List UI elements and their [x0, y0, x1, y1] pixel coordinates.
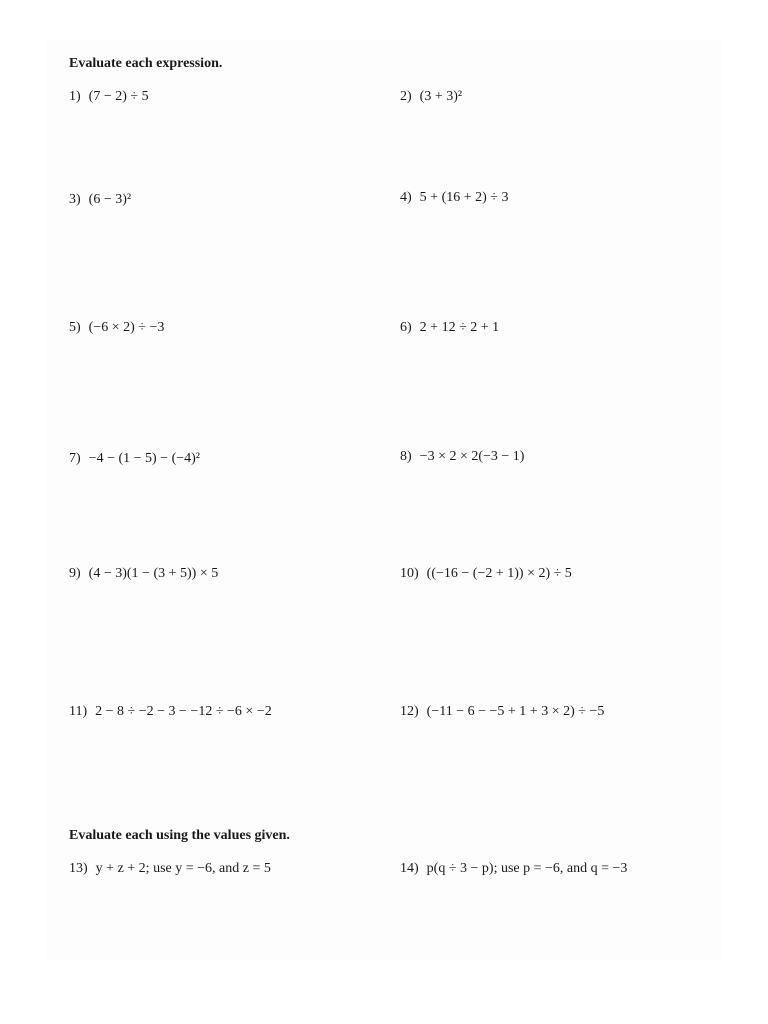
section-heading-expressions: Evaluate each expression.: [69, 56, 223, 71]
section-heading-values-given: Evaluate each using the values given.: [69, 828, 290, 843]
problem-expression: (4 − 3)(1 − (3 + 5)) × 5: [88, 566, 219, 581]
problem-number: 5): [69, 320, 81, 335]
problem-5: [69, 319, 164, 337]
problem-3: [69, 191, 131, 209]
problem-expression: (−6 × 2) ÷ −3: [88, 320, 165, 335]
problem-expression: (7 − 2) ÷ 5: [88, 89, 149, 104]
worksheet-page: [46, 40, 722, 960]
problem-number: 2): [400, 89, 412, 104]
problem-number: 7): [69, 451, 81, 466]
problem-expression: (−11 − 6 − −5 + 1 + 3 × 2) ÷ −5: [426, 704, 605, 719]
problem-number: 14): [400, 861, 419, 876]
problem-1: [69, 88, 149, 106]
problem-number: 13): [69, 861, 88, 876]
problem-expression: −4 − (1 − 5) − (−4)²: [88, 451, 200, 466]
problem-6: [400, 319, 499, 337]
problem-expression: ((−16 − (−2 + 1)) × 2) ÷ 5: [426, 566, 572, 581]
problem-expression: −3 × 2 × 2(−3 − 1): [419, 449, 525, 464]
problem-4: [400, 189, 508, 207]
problem-expression: y + z + 2; use y = −6, and z = 5: [95, 861, 271, 876]
problem-8: [400, 448, 524, 466]
problem-expression: (3 + 3)²: [419, 89, 463, 104]
problem-number: 10): [400, 566, 419, 581]
problem-number: 6): [400, 320, 412, 335]
problem-number: 3): [69, 192, 81, 207]
problem-7: [69, 450, 200, 468]
problem-expression: 2 + 12 ÷ 2 + 1: [419, 320, 500, 335]
problem-number: 4): [400, 190, 412, 205]
problem-number: 9): [69, 566, 81, 581]
problem-14: [400, 860, 627, 878]
problem-11: [69, 703, 272, 721]
problem-2: [400, 88, 462, 106]
problem-expression: 2 − 8 ÷ −2 − 3 − −12 ÷ −6 × −2: [95, 704, 272, 719]
problem-expression: p(q ÷ 3 − p); use p = −6, and q = −3: [426, 861, 628, 876]
problem-10: [400, 565, 572, 583]
problem-number: 1): [69, 89, 81, 104]
problem-expression: 5 + (16 + 2) ÷ 3: [419, 190, 509, 205]
problem-number: 8): [400, 449, 412, 464]
problem-expression: (6 − 3)²: [88, 192, 132, 207]
problem-12: [400, 703, 604, 721]
problem-13: [69, 860, 271, 878]
problem-number: 11): [69, 704, 88, 719]
problem-9: [69, 565, 218, 583]
problem-number: 12): [400, 704, 419, 719]
